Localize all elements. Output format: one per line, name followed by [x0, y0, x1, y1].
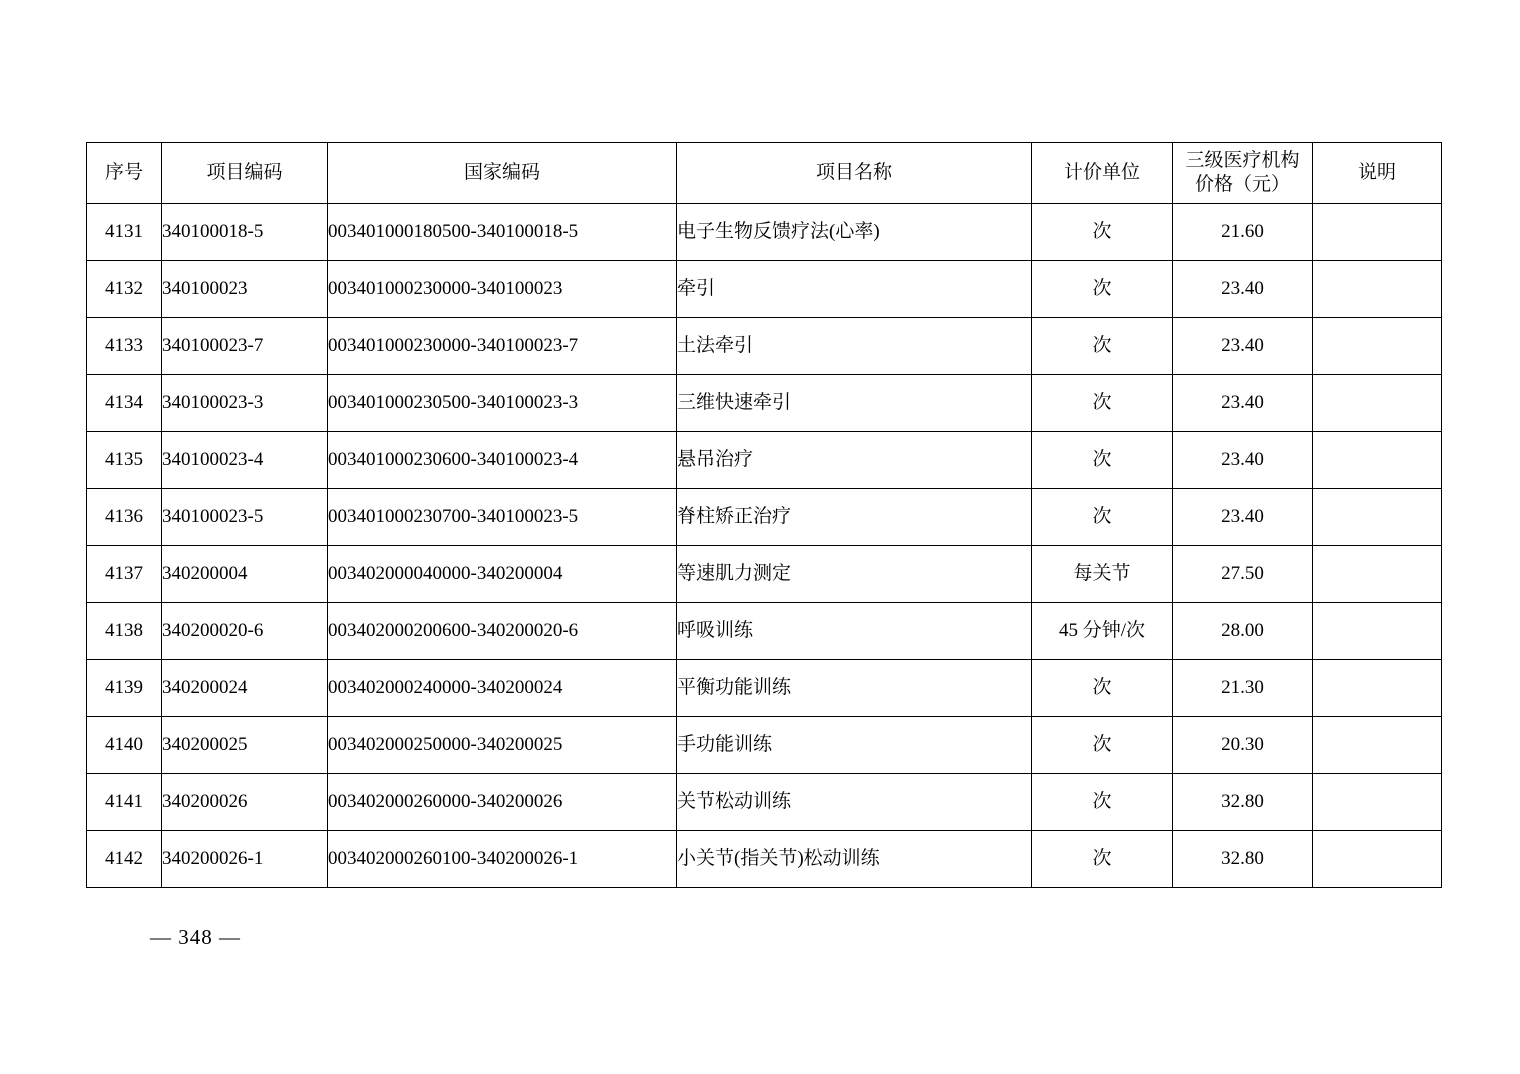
cell-note — [1313, 204, 1442, 261]
header-price-line1: 三级医疗机构 — [1185, 150, 1300, 172]
cell-sequence: 4135 — [87, 432, 162, 489]
cell-national-code: 003402000200600-340200020-6 — [328, 603, 677, 660]
table-row — [87, 204, 1442, 261]
table-row — [87, 603, 1442, 660]
cell-item-code: 340100023 — [162, 261, 328, 318]
cell-price: 21.30 — [1173, 660, 1313, 717]
cell-note — [1313, 318, 1442, 375]
cell-sequence: 4134 — [87, 375, 162, 432]
cell-national-code: 003401000230700-340100023-5 — [328, 489, 677, 546]
cell-note — [1313, 660, 1442, 717]
price-table-container — [86, 142, 1434, 888]
cell-sequence: 4133 — [87, 318, 162, 375]
cell-note — [1313, 489, 1442, 546]
cell-item-name: 土法牵引 — [677, 318, 1032, 375]
cell-note — [1313, 717, 1442, 774]
header-price-line2: 价格（元） — [1194, 174, 1290, 195]
cell-unit: 45 分钟/次 — [1032, 603, 1173, 660]
cell-item-name: 小关节(指关节)松动训练 — [677, 831, 1032, 888]
cell-national-code: 003401000230600-340100023-4 — [328, 432, 677, 489]
cell-price: 23.40 — [1173, 375, 1313, 432]
cell-note — [1313, 831, 1442, 888]
cell-item-name: 牵引 — [677, 261, 1032, 318]
cell-item-code: 340100023-7 — [162, 318, 328, 375]
cell-unit: 次 — [1032, 660, 1173, 717]
cell-sequence: 4136 — [87, 489, 162, 546]
table-row — [87, 717, 1442, 774]
cell-price: 32.80 — [1173, 774, 1313, 831]
medical-service-price-table — [86, 142, 1442, 888]
table-row — [87, 318, 1442, 375]
header-item-name: 项目名称 — [677, 143, 1032, 204]
cell-item-name: 呼吸训练 — [677, 603, 1032, 660]
cell-item-code: 340200025 — [162, 717, 328, 774]
cell-unit: 次 — [1032, 261, 1173, 318]
cell-unit: 次 — [1032, 375, 1173, 432]
cell-price: 20.30 — [1173, 717, 1313, 774]
header-price — [1173, 143, 1313, 204]
cell-note — [1313, 375, 1442, 432]
cell-unit: 次 — [1032, 831, 1173, 888]
cell-national-code: 003401000230000-340100023-7 — [328, 318, 677, 375]
cell-price: 23.40 — [1173, 318, 1313, 375]
cell-item-code: 340200024 — [162, 660, 328, 717]
cell-sequence: 4132 — [87, 261, 162, 318]
cell-note — [1313, 546, 1442, 603]
table-row — [87, 546, 1442, 603]
cell-item-code: 340100023-3 — [162, 375, 328, 432]
cell-national-code: 003402000260100-340200026-1 — [328, 831, 677, 888]
cell-item-code: 340100018-5 — [162, 204, 328, 261]
cell-item-name: 等速肌力测定 — [677, 546, 1032, 603]
cell-national-code: 003401000230500-340100023-3 — [328, 375, 677, 432]
table-header-row — [87, 143, 1442, 204]
table-row — [87, 261, 1442, 318]
table-row — [87, 489, 1442, 546]
cell-unit: 次 — [1032, 774, 1173, 831]
cell-unit: 每关节 — [1032, 546, 1173, 603]
cell-item-name: 三维快速牵引 — [677, 375, 1032, 432]
table-row — [87, 375, 1442, 432]
cell-price: 23.40 — [1173, 261, 1313, 318]
table-header — [87, 143, 1442, 204]
cell-item-name: 电子生物反馈疗法(心率) — [677, 204, 1032, 261]
cell-national-code: 003401000230000-340100023 — [328, 261, 677, 318]
cell-unit: 次 — [1032, 489, 1173, 546]
cell-item-name: 平衡功能训练 — [677, 660, 1032, 717]
cell-unit: 次 — [1032, 204, 1173, 261]
cell-price: 21.60 — [1173, 204, 1313, 261]
cell-item-name: 手功能训练 — [677, 717, 1032, 774]
cell-sequence: 4141 — [87, 774, 162, 831]
cell-item-code: 340200020-6 — [162, 603, 328, 660]
cell-note — [1313, 603, 1442, 660]
cell-item-name: 脊柱矫正治疗 — [677, 489, 1032, 546]
table-row — [87, 831, 1442, 888]
cell-national-code: 003402000240000-340200024 — [328, 660, 677, 717]
cell-item-name: 悬吊治疗 — [677, 432, 1032, 489]
cell-item-code: 340200026-1 — [162, 831, 328, 888]
header-national-code: 国家编码 — [328, 143, 677, 204]
cell-price: 23.40 — [1173, 432, 1313, 489]
cell-national-code: 003402000260000-340200026 — [328, 774, 677, 831]
cell-item-code: 340100023-5 — [162, 489, 328, 546]
cell-sequence: 4131 — [87, 204, 162, 261]
cell-price: 27.50 — [1173, 546, 1313, 603]
cell-price: 32.80 — [1173, 831, 1313, 888]
cell-note — [1313, 432, 1442, 489]
cell-item-code: 340200004 — [162, 546, 328, 603]
table-row — [87, 660, 1442, 717]
cell-national-code: 003402000040000-340200004 — [328, 546, 677, 603]
cell-price: 28.00 — [1173, 603, 1313, 660]
header-unit: 计价单位 — [1032, 143, 1173, 204]
cell-sequence: 4140 — [87, 717, 162, 774]
cell-sequence: 4137 — [87, 546, 162, 603]
cell-unit: 次 — [1032, 432, 1173, 489]
header-item-code: 项目编码 — [162, 143, 328, 204]
cell-price: 23.40 — [1173, 489, 1313, 546]
table-row — [87, 432, 1442, 489]
cell-sequence: 4139 — [87, 660, 162, 717]
page-number: — 348 — — [150, 925, 241, 949]
table-body — [87, 204, 1442, 888]
cell-item-code: 340200026 — [162, 774, 328, 831]
cell-item-code: 340100023-4 — [162, 432, 328, 489]
table-row — [87, 774, 1442, 831]
cell-unit: 次 — [1032, 318, 1173, 375]
cell-unit: 次 — [1032, 717, 1173, 774]
cell-national-code: 003401000180500-340100018-5 — [328, 204, 677, 261]
cell-national-code: 003402000250000-340200025 — [328, 717, 677, 774]
cell-sequence: 4138 — [87, 603, 162, 660]
cell-sequence: 4142 — [87, 831, 162, 888]
header-note: 说明 — [1313, 143, 1442, 204]
cell-item-name: 关节松动训练 — [677, 774, 1032, 831]
header-sequence: 序号 — [87, 143, 162, 204]
cell-note — [1313, 774, 1442, 831]
cell-note — [1313, 261, 1442, 318]
